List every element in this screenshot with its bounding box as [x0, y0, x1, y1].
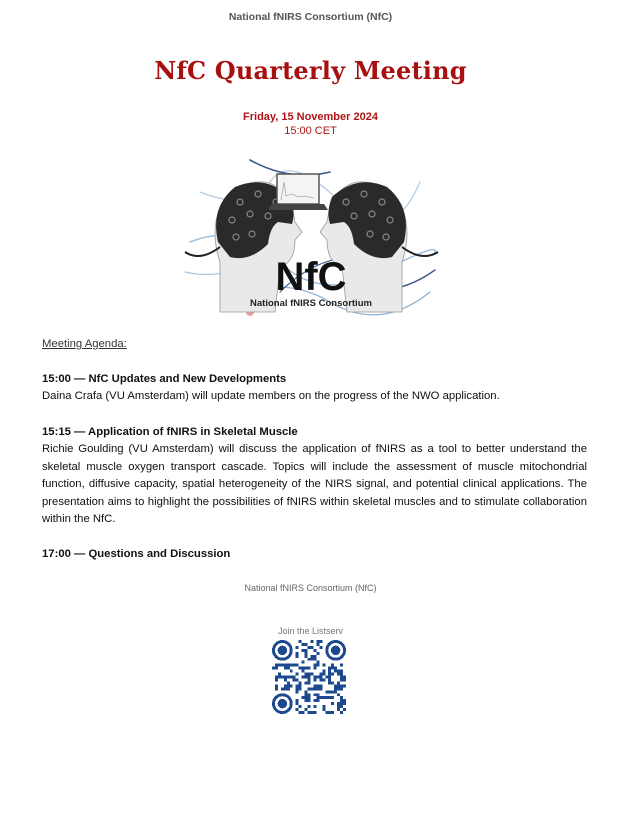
- logo-subtitle: National fNIRS Consortium: [250, 298, 372, 309]
- qr-finder: [331, 646, 340, 655]
- nfc-logo: [180, 152, 442, 318]
- logo-mark: NfC: [275, 255, 347, 299]
- listserv-qr-code[interactable]: [272, 640, 346, 714]
- footer-org: National fNIRS Consortium (NfC): [244, 583, 377, 593]
- event-time: 15:00 CET: [284, 125, 337, 137]
- laptop-icon: [268, 174, 328, 210]
- agenda-heading: Meeting Agenda:: [42, 338, 127, 350]
- agenda-item-heading: 15:15 — Application of fNIRS in Skeletal Muscle: [42, 426, 298, 438]
- qr-finder: [278, 646, 287, 655]
- listserv-label: Join the Listserv: [277, 626, 344, 636]
- agenda-item-description: Richie Goulding (VU Amsterdam) will discuss the application of fNIRS as a tool to better understand the skeletal muscle oxygen transport cascade. Topics will include the assessment of muscle mitochondrial function, diffusive capacity, spatial heterogeneity of the NIRS signal, and potential clinical applications. The presentation aims to highlight the possibilities of fNIRS within skeletal muscles and to stimulate collaboration within the NfC.: [42, 443, 587, 526]
- page-title: NfC Quarterly Meeting: [154, 56, 467, 85]
- agenda-item-heading: 17:00 — Questions and Discussion: [42, 548, 231, 560]
- event-date: Friday, 15 November 2024: [243, 111, 378, 123]
- agenda-item-heading: 15:00 — NfC Updates and New Developments: [42, 373, 287, 385]
- qr-finder: [278, 699, 287, 708]
- header-org: National fNIRS Consortium (NfC): [228, 11, 393, 23]
- agenda-item-description: Daina Crafa (VU Amsterdam) will update members on the progress of the NWO application.: [42, 390, 500, 402]
